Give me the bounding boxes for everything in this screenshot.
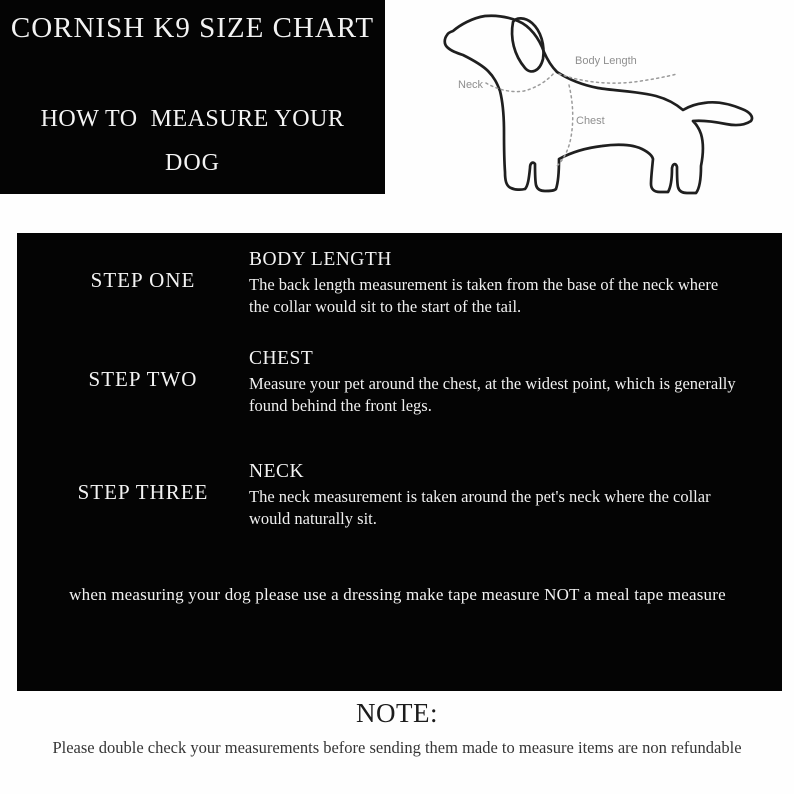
dog-measurement-diagram [420, 0, 794, 220]
note-section [0, 698, 794, 761]
step-two-row [37, 348, 758, 418]
step-two-description: Measure your pet around the chest, at the widest point, which is generally found behind the front legs. [249, 373, 736, 416]
step-one-body [249, 249, 758, 319]
step-two-label-col [37, 348, 249, 418]
neck-label: Neck [458, 79, 484, 91]
step-two-label: STEP TWO [88, 366, 198, 391]
step-three-description: The neck measurement is taken around the pet's neck where the collar would naturally sit. [249, 486, 711, 529]
page-subtitle-line1: HOW TO MEASURE YOUR [40, 106, 345, 132]
step-one-label: STEP ONE [90, 268, 196, 292]
step-two-body [249, 348, 758, 418]
step-one-description: The back length measurement is taken from the base of the neck where the collar would sit to the start of the tail. [249, 275, 719, 317]
header-box [0, 0, 385, 194]
page-subtitle-line2: DOG [165, 150, 220, 176]
step-two-heading: CHEST [249, 347, 314, 369]
step-three-body [249, 461, 758, 531]
steps-panel [17, 233, 782, 691]
page-title: CORNISH K9 SIZE CHART [10, 12, 375, 44]
dog-outline [445, 16, 752, 193]
step-three-heading: NECK [249, 460, 305, 482]
step-one-label-col [37, 249, 249, 319]
step-three-label: STEP THREE [77, 479, 209, 504]
step-one-row [37, 249, 758, 319]
note-body: Please double check your measurements before sending them made to measure items are non refundable [52, 738, 742, 757]
step-one-heading: BODY LENGTH [249, 249, 392, 270]
measuring-tip: when measuring your dog please use a dressing make tape measure NOT a meal tape measure [69, 584, 726, 604]
body-length-label: Body Length [575, 55, 637, 67]
note-heading: NOTE: [356, 698, 438, 728]
step-three-label-col [37, 461, 249, 531]
step-three-row [37, 461, 758, 531]
chest-label: Chest [576, 115, 605, 127]
